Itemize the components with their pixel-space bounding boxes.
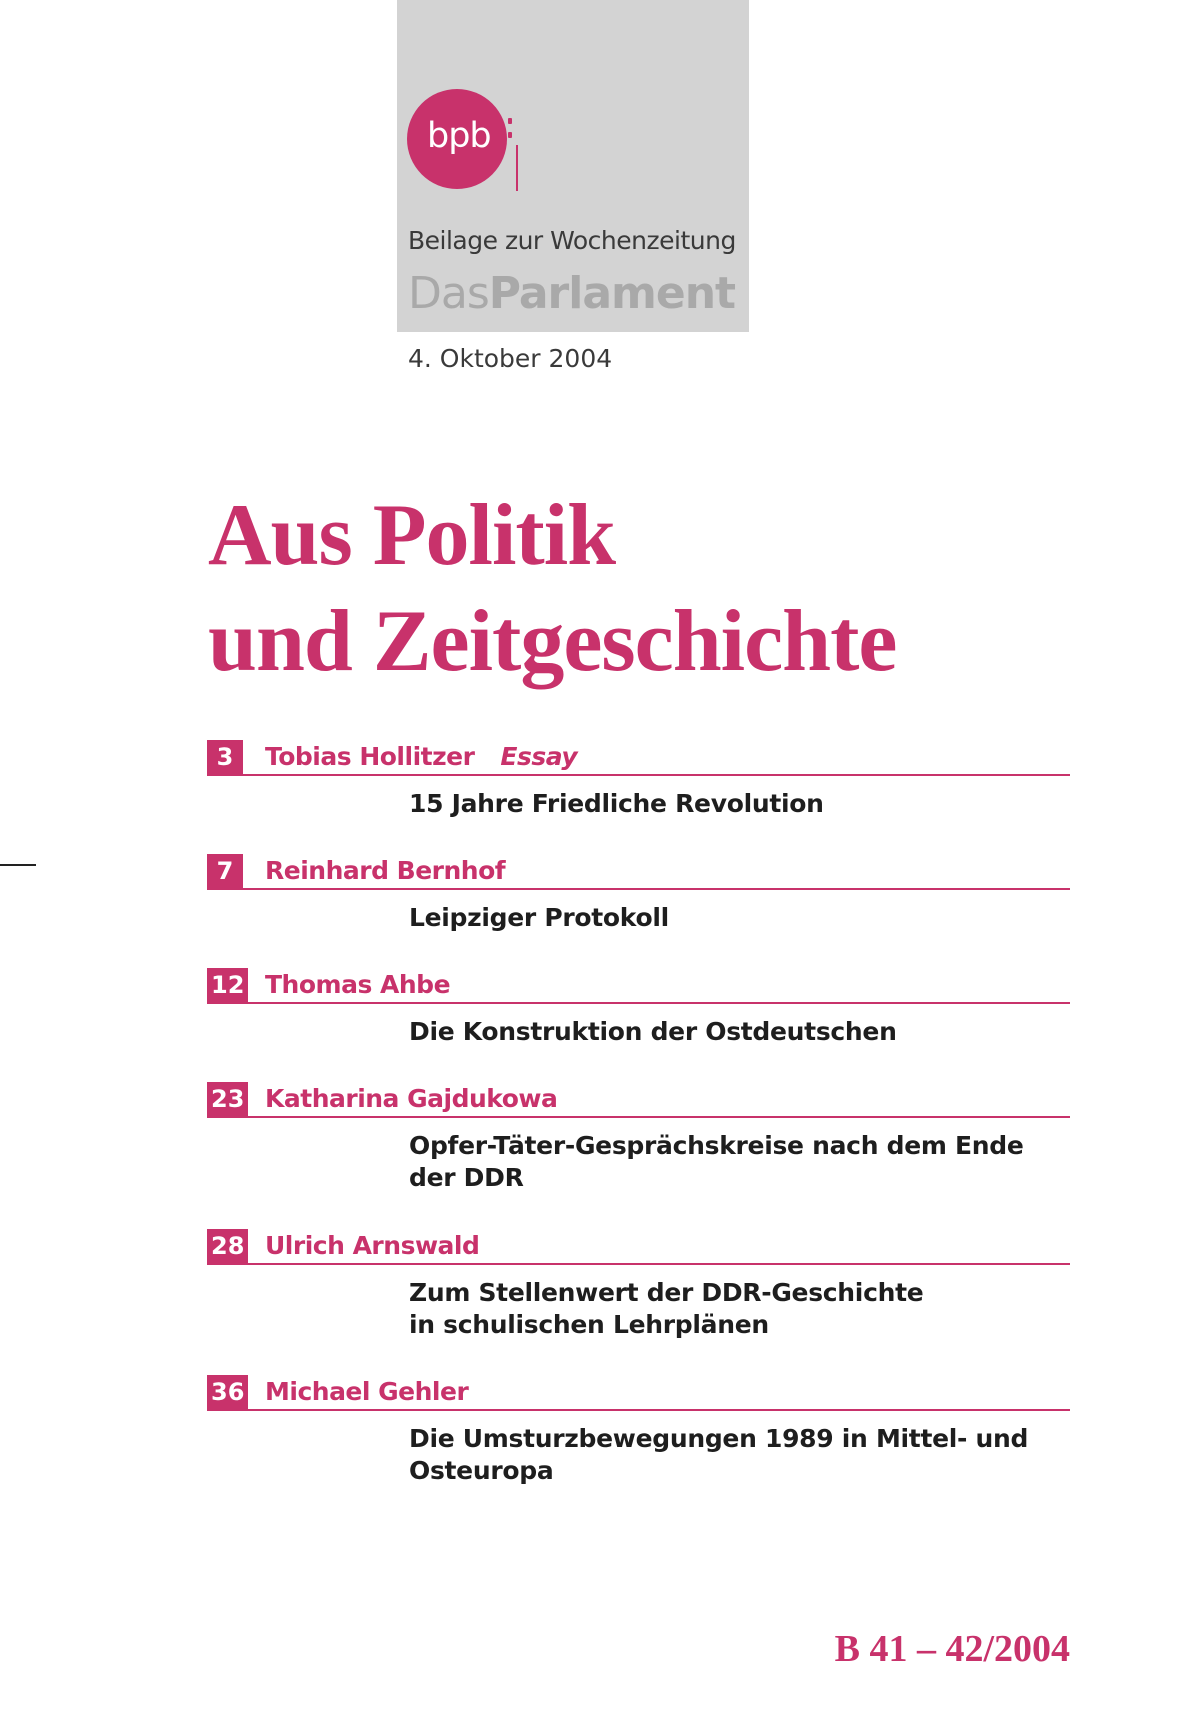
page-number: 23 [207, 1082, 248, 1116]
author-name: Ulrich Arnswald [265, 1231, 480, 1260]
issue-number: B 41 – 42/2004 [834, 1628, 1070, 1670]
page-number: 7 [207, 854, 243, 888]
supplement-line: Beilage zur Wochenzeitung [408, 226, 736, 255]
toc-entry[interactable] [207, 1375, 1070, 1485]
bpb-logo-text: bpb [427, 116, 491, 156]
publication-title [208, 483, 896, 695]
issue-date: 4. Oktober 2004 [408, 344, 613, 373]
title-line-1: Aus Politik [208, 487, 616, 584]
page-number: 12 [207, 968, 248, 1002]
article-title: Die Konstruktion der Ostdeutschen [409, 1017, 897, 1046]
logo-bar-mark [516, 145, 518, 191]
toc-entry-header [207, 1375, 1070, 1411]
article-title: Die Umsturzbewegungen 1989 in Mittel- und Osteuropa [409, 1424, 1029, 1485]
toc-entry-header [207, 740, 1070, 776]
newspaper-name-part2: Parlament [488, 268, 736, 319]
toc-entry[interactable] [207, 1229, 1070, 1339]
page-number: 3 [207, 740, 243, 774]
toc-entry[interactable] [207, 740, 1070, 818]
toc-entry-header [207, 1082, 1070, 1118]
toc-entry-header [207, 968, 1070, 1004]
toc-entry[interactable] [207, 968, 1070, 1046]
margin-mark [0, 864, 36, 866]
article-title: Zum Stellenwert der DDR-Geschichte in schulischen Lehrplänen [409, 1278, 924, 1339]
newspaper-name [408, 268, 735, 319]
author-name: Katharina Gajdukowa [265, 1084, 558, 1113]
article-title: Opfer-Täter-Gesprächskreise nach dem Ende der DDR [409, 1131, 1024, 1192]
toc-entry-header [207, 1229, 1070, 1265]
author-name: Michael Gehler [265, 1377, 469, 1406]
author-name [265, 740, 577, 774]
article-title: 15 Jahre Friedliche Revolution [409, 789, 824, 818]
page-number: 36 [207, 1375, 248, 1409]
toc-entry[interactable] [207, 1082, 1070, 1192]
page-number: 28 [207, 1229, 248, 1263]
article-title: Leipziger Protokoll [409, 903, 669, 932]
author-name: Reinhard Bernhof [265, 856, 506, 885]
author-text: Tobias Hollitzer [265, 742, 475, 771]
essay-tag: Essay [500, 742, 578, 771]
author-name: Thomas Ahbe [265, 970, 451, 999]
title-line-2: und Zeitgeschichte [208, 593, 897, 690]
newspaper-name-part1: Das [408, 268, 489, 319]
toc-entry[interactable] [207, 854, 1070, 932]
logo-colon-mark [508, 118, 512, 190]
toc-entry-header [207, 854, 1070, 890]
